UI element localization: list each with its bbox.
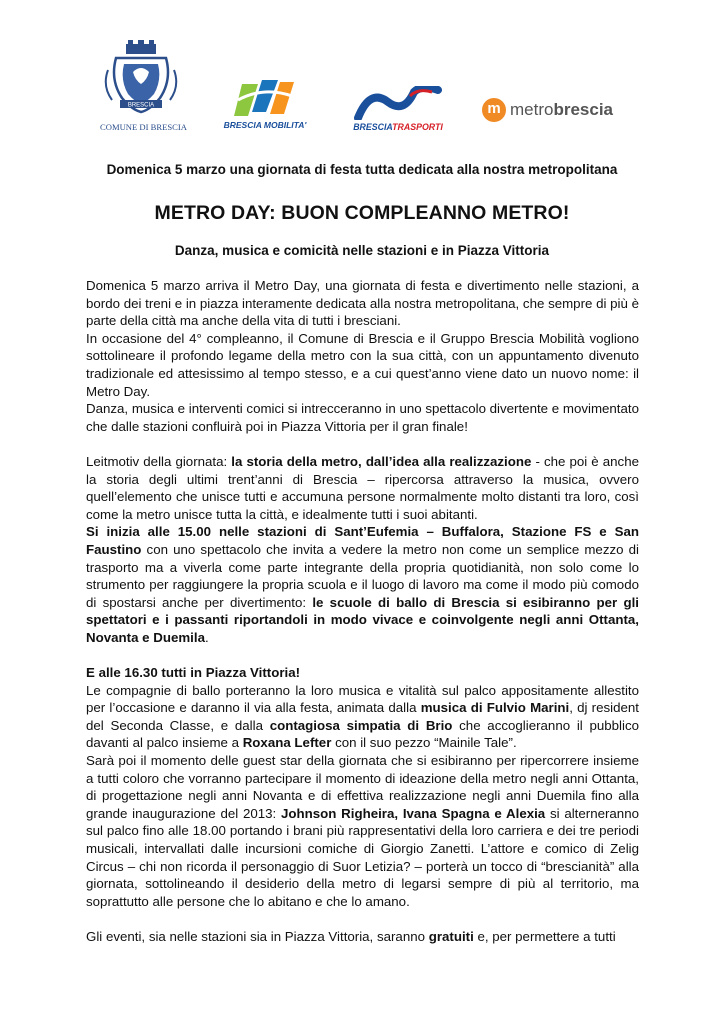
paragraph-anniversary: In occasione del 4° compleanno, il Comune di Brescia e il Gruppo Brescia Mobilità vogliono sottolineare il profondo legame della metro con la sua città, con un appuntamento divenuto tradizionale ed attesissimo al tempo stesso, e a cui quest’anno viene dato un nuovo nome: il Metro Day.: [86, 330, 639, 399]
paragraph-guest-stars: [86, 752, 639, 910]
bold-run: contagiosa simpatia di Brio: [269, 717, 453, 733]
comune-caption: COMUNE DI BRESCIA: [100, 122, 187, 132]
paragraph-stations: [86, 523, 639, 646]
bold-run: Johnson Righeira, Ivana Spagna e Alexia: [281, 805, 546, 821]
text-run: - che poi è anche la storia degli ultimi trent’anni di Brescia – ripercorsa attraverso la musica, ovvero quell’elemento che unisce tutti e accumuna persone normalmente molto distanti tra loro, così come la metro unisce tutta la città, e idealmente tutti i suoi abitanti.: [86, 453, 639, 522]
brescia-mobilita-mark-icon: [218, 78, 312, 118]
logo-bar: [0, 0, 724, 150]
text-run: si alterneranno sul palco fino alle 18.00 portando i brani più rappresentativi della loro carriera e dei tre periodi musicali, intervallati dalle incursioni comiche di Giorgio Zanetti. L’attore e comico di Zelig Circus – chi non ricorda il personaggio di Suor Letizia? – porterà un tocco di “brescianità” alla giornata, sottolineando il desiderio della metro di legarsi sempre di più al territorio, ma soprattutto alle persone che lo abitano e che lo amano.: [86, 805, 639, 909]
paragraph-leitmotiv: [86, 453, 639, 523]
brescia-mobilita-logo: [218, 78, 312, 134]
tagline: Danza, musica e comicità nelle stazioni e in Piazza Vittoria: [174, 243, 550, 258]
text-run: con il suo pezzo “Mainile Tale”.: [331, 735, 517, 751]
paragraph-intro: Domenica 5 marzo arriva il Metro Day, una giornata di festa e divertimento nelle stazioni, a bordo dei treni e in piazza interamente dedicata alla nostra metropolitana, che sempre di più è parte della città ma anche della vita di tutti i bresciani.: [86, 278, 639, 329]
metro-brescia-mark-icon: [482, 98, 506, 122]
bold-run: le scuole di ballo di Brescia si esibiranno per gli spettatori e i passanti riportandoli in modo vivace e coinvolgente negli anni Ottanta, Novanta e Duemila: [86, 594, 639, 645]
page-title: METRO DAY: BUON COMPLEANNO METRO!: [154, 202, 570, 224]
text-run: Le compagnie di ballo porteranno la loro musica e vitalità sul palco appositamente allestito per l’occasione e daranno il via alla festa, animata dalla: [86, 682, 639, 716]
paragraph-events: [86, 928, 639, 946]
paragraph-gap: [86, 435, 639, 453]
bold-run: musica di Fulvio Marini: [420, 700, 570, 716]
article-body: [86, 277, 639, 946]
paragraph-gap: [86, 910, 639, 928]
bold-run: gratuiti: [428, 928, 474, 944]
metro-brescia-mark-letter: m: [487, 100, 501, 117]
paragraph-heading-piazza: [86, 664, 639, 682]
text-run: Sarà poi il momento delle guest star della giornata che si esibiranno per ripercorrere insieme a tutti coloro che vorranno partecipare il momento di ideazione della metro negli anni Ottanta, di progettazione negli anni Novanta e di effettiva realizzazione negli anni Duemila fino alla grande inaugurazione del 2013:: [86, 753, 639, 821]
paragraph-gap: [86, 646, 639, 664]
brescia-trasporti-label: [348, 122, 448, 132]
comune-di-brescia-logo: [100, 40, 187, 140]
brescia-trasporti-mark-icon: [348, 86, 448, 120]
paragraph-piazza: [86, 682, 639, 752]
text-run: e, per permettere a tutti: [473, 928, 616, 944]
text-run: che accoglieranno il pubblico davanti al palco insieme a: [86, 717, 639, 751]
brescia-trasporti-label-b: TRASPORTI: [392, 122, 443, 132]
bold-run: E alle 16.30 tutti in Piazza Vittoria!: [86, 665, 301, 681]
bold-run: Roxana Lefter: [242, 735, 332, 751]
paragraph-show: Danza, musica e interventi comici si intrecceranno in uno spettacolo divertente e movimentato che dalle stazioni confluirà poi in Piazza Vittoria per il gran finale!: [86, 401, 639, 434]
metro-brescia-label-a: metro: [510, 100, 554, 119]
subtitle: Domenica 5 marzo una giornata di festa tutta dedicata alla nostra metropolitana: [106, 162, 618, 177]
bold-run: Si inizia alle 15.00 nelle stazioni di Sant’Eufemia – Buffalora, Stazione FS e San Faustino: [86, 524, 639, 557]
metro-brescia-label-b: brescia: [553, 100, 614, 119]
brescia-trasporti-logo: [348, 86, 448, 134]
text-run: , dj resident del Seconda Classe, e dalla: [86, 700, 639, 733]
brescia-mobilita-label: BRESCIA MOBILITA': [223, 120, 307, 130]
metro-brescia-logo: [482, 98, 622, 124]
text-run: con uno spettacolo che invita a vedere la metro non come un semplice mezzo di trasporto ma a viverla come parte integrante della propria quotidianità, non solo come lo strumento per raggiungere la propria scuola e il luogo di lavoro ma come il modo più comodo di spostarsi anche per divertimento:: [86, 541, 639, 610]
text-run: .: [204, 629, 209, 645]
text-run: Leitmotiv della giornata:: [86, 453, 232, 469]
metro-brescia-label: [510, 100, 613, 120]
bold-run: la storia della metro, dall’idea alla realizzazione: [231, 453, 532, 469]
text-run: Gli eventi, sia nelle stazioni sia in Piazza Vittoria, saranno: [86, 928, 429, 944]
svg-text:BRESCIA: BRESCIA: [127, 102, 155, 109]
brescia-trasporti-label-a: BRESCIA: [353, 122, 393, 132]
brescia-crest-icon: [100, 40, 182, 118]
